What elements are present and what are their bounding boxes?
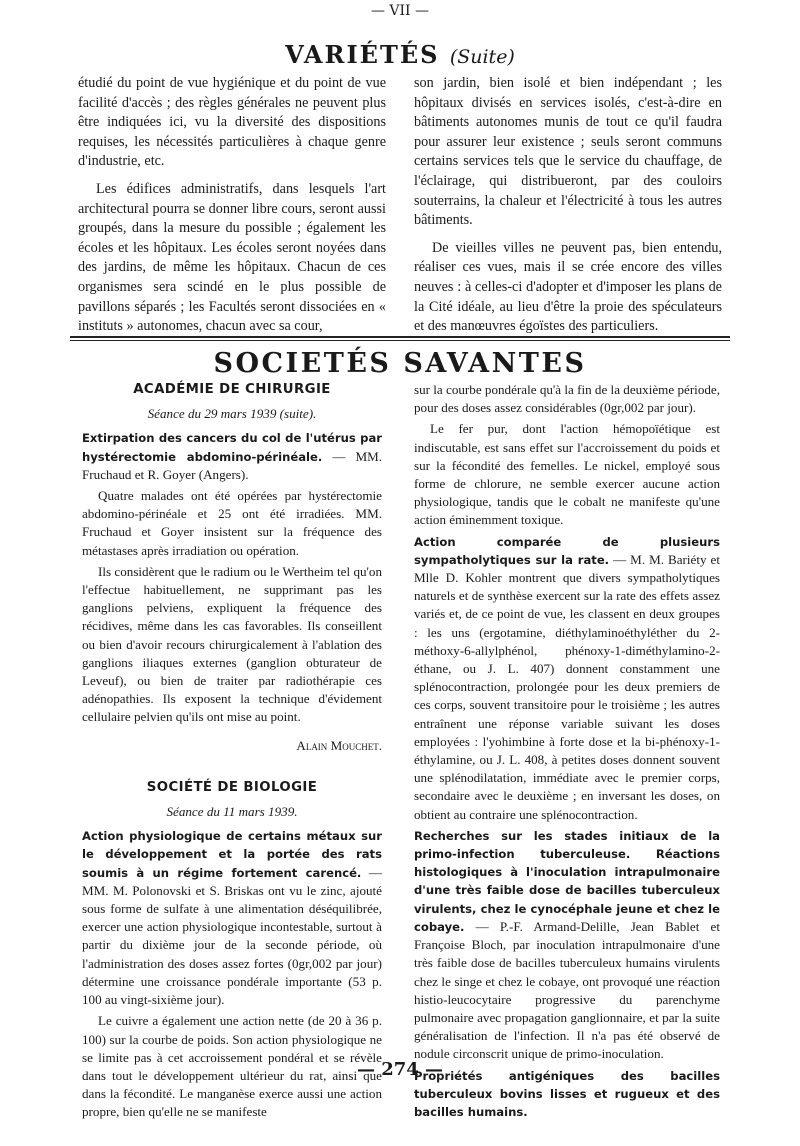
title-main: VARIÉTÉS — [285, 40, 440, 69]
societes-right-column — [414, 381, 720, 1124]
paragraph: Les édifices administratifs, dans lesquels l'art architectural pourra se donner libre cours, seront aussi groupés, dans la mesure du possible ; également les écoles et les hôpitaux. Les écoles seront noyées dans des jardins, de même les hôpitaux. Chacun de ces organismes sera scindé en le plus possible de pavillons séparés ; les Facultés seront dissociées en « instituts » autonomes, chacun avec sa cour, — [78, 180, 386, 335]
societes-savantes-title: SOCIETÉS SAVANTES — [213, 348, 587, 379]
academie-chirurgie-heading: ACADÉMIE DE CHIRURGIE — [133, 382, 331, 397]
paragraph: Le cuivre a également une action nette (de 20 à 36 p. 100) sur la courbe de poids. Son action physiologique ne se limite pas à cet accroissement pondéral et se révèle dans tout le développement ultérieur du rat, ainsi que dans la fécondité. Le manganèse exerce aussi une action propre, bien qu'elle ne se manifeste — [82, 1013, 382, 1120]
article-title: Action physiologique de certains métaux sur le développement et la portée des rats soumis à un régime fortement carencé. — [82, 829, 382, 880]
article-title: Propriétés antigéniques des bacilles tuberculeux bovins lisses et rugueux et des bacilles humains. — [414, 1068, 720, 1119]
paragraph: Le fer pur, dont l'action hémopoïétique est indiscutable, est sans effet sur l'accroissement du poids et sur la fécondité des femelles. Le nickel, employé sous forme de chlorure, ne semble exercer aucune action physiologique, tandis que le cobalt ne manifeste qu'une action éminemment toxique. — [414, 421, 720, 528]
societes-left-column — [82, 381, 382, 1125]
paragraph: De vieilles villes ne peuvent pas, bien entendu, réaliser ces vues, mais il se crée encore des villes neuves : à celles-ci d'adopter et d'imposer les plans de la Cité idéale, au lieu d'être la proie des spéculateurs et des manœuvres égoïstes des particuliers. — [414, 239, 722, 335]
section-divider-thin — [70, 340, 730, 341]
article-body: — MM. M. Polonovski et S. Briskas ont vu le zinc, ajouté sous forme de sulfate à une alimentation déséquilibrée, exercer une action physiologique incontestable, surtout à partir du dixième jour de la seconde période, où l'administration des doses assez fortes (0gr,002 par jour) détermine une croissance pondérale importante (53 p. 100 au vingt-sixième jour). — [82, 864, 382, 1008]
signature: Alain Mouchet. — [296, 737, 382, 753]
article-sympatholytiques — [414, 533, 720, 824]
article-title: Action comparée de plusieurs sympatholytiques sur la rate. — [414, 534, 720, 567]
seance-date: Séance du 11 mars 1939. — [166, 804, 298, 820]
seance-date: Séance du 29 mars 1939 (suite). — [147, 406, 317, 422]
varietes-right-column — [414, 74, 722, 345]
section-divider — [70, 336, 730, 338]
paragraph: Ils considèrent que le radium ou le Wertheim tel qu'on l'effectue habituellement, ne supprimant pas les ganglions pelviens, expliquent la fréquence des récidives, même dans les cas favorables. Ils conseillent ou bien d'avoir recours chirurgicalement à l'ablation des ganglions iliaques externes (ganglion obturateur de Leveuf), ou bien de traiter par radiothérapie ces adénopathies. Ils exposent la technique d'évidement cellulaire pelvien qu'ils ont mise au point. — [82, 563, 382, 725]
article-authors: — MM. Fruchaud et R. Goyer (Angers). — [82, 448, 382, 482]
article-title: Recherches sur les stades initiaux de la primo-infection tuberculeuse. Réactions histologiques à l'inoculation intrapulmonaire d'une très faible dose de bacilles tuberculeux virulents, chez le cynocéphale jeune et chez le cobaye. — [414, 828, 720, 934]
article-extirpation — [82, 429, 382, 484]
article-body: — M. M. Bariéty et Mlle D. Kohler montrent que divers sympatholytiques naturels et de synthèse exercent sur la rate des effets assez variés et, de ce point de vue, les classent en deux groupes : les uns (ergotamine, diéthylaminoéthyléther du 2-méthoxy-6-allylphénol, phénoxy-1-diméthylamino-2-éthane, ou J. L. 407) donnent constamment une splénocontraction, prolongée pour les deux premiers de ces corps, souvent transitoire pour le troisième ; les autres entraînent une réponse variable suivant les doses employées : l'yohimbine à forte dose et la bi-phénoxy-1-éthylamine, ou J. L. 408, à petites doses donnent souvent une splénodilatation, immédiate avec le premier corps, secondaire avec le deuxième ; en inversant les doses, on obtient au contraire une splénocontraction. — [414, 551, 720, 822]
title-suffix: (Suite) — [449, 46, 515, 68]
article-primo-infection — [414, 827, 720, 1064]
article-body: — P.-F. Armand-Delille, Jean Bablet et Françoise Bloch, par inoculation intrapulmonaire d'une très faible dose de bacilles tuberculeux humains virulents chez le singe et chez le cobaye, ont provoqué une réaction histio-leucocytaire progressive du parenchyme pulmonaire avec propagation ganglionnaire, et par la suite généralisation de l'infection. Il n'a pas été observé de nodule circonscrit unique de primo-inoculation. — [414, 918, 720, 1062]
paragraph: sur la courbe pondérale qu'à la fin de la deuxième période, pour des doses assez considérables (0gr,002 par jour). — [414, 382, 720, 416]
paragraph: Quatre malades ont été opérées par hystérectomie abdomino-périnéale et 25 ont été irradiées. MM. Fruchaud et Goyer insistent sur la fréquence des métastases après irradiation ou opération. — [82, 488, 382, 558]
article-title: Extirpation des cancers du col de l'utérus par hystérectomie abdomino-périnéale. — [82, 431, 382, 464]
paragraph: son jardin, bien isolé et bien indépendant ; les hôpitaux divisés en services isolés, c'est-à-dire en bâtiments autonomes munis de tout ce qu'il faudra pour assurer leur existence ; seuls seront communs certains services tels que le service du chauffage, de l'éclairage, qui distribueront, par des couloirs souterrains, la chaleur et l'électricité à tous les autres bâtiments. — [414, 75, 722, 229]
roman-page-number: — VII — — [370, 3, 430, 19]
paragraph: étudié du point de vue hygiénique et du point de vue facilité d'accès ; des règles générales ne peuvent plus être indiquées ici, vu la diversité des dispositions requises, les nécessités particulières à chaque genre d'industrie, etc. — [78, 75, 386, 170]
page-number: — 274 — — [356, 1059, 444, 1080]
varietes-left-column — [78, 74, 386, 345]
section-title-varietes — [0, 40, 800, 69]
article-metaux — [82, 827, 382, 1009]
societe-biologie-heading: SOCIÉTÉ DE BIOLOGIE — [146, 779, 318, 795]
